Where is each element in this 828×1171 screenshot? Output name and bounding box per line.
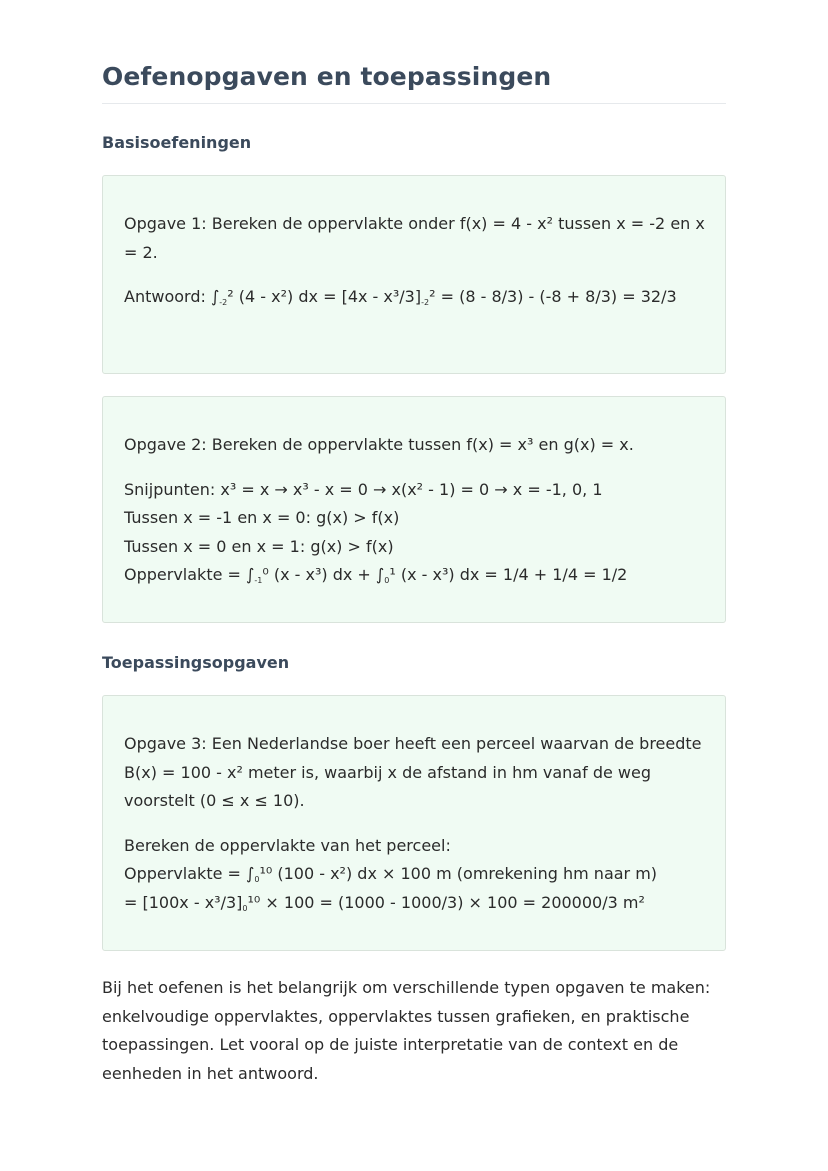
integral-lower-bound: -2 bbox=[219, 298, 228, 307]
exercise-box-2 bbox=[102, 396, 726, 623]
integral-lower-bound: 0 bbox=[254, 875, 260, 884]
exercise-3-line-2 bbox=[124, 860, 705, 889]
exercise-3-question: Opgave 3: Een Nederlandse boer heeft een perceel waarvan de breedte B(x) = 100 - x² meter is, waarbij x de afstand in hm vanaf de weg voorstelt (0 ≤ x ≤ 10). bbox=[124, 734, 702, 810]
exercise-2-line-1: Snijpunten: x³ = x → x³ - x = 0 → x(x² - 1) = 0 → x = -1, 0, 1 bbox=[124, 479, 603, 499]
exercise-2-question: Opgave 2: Bereken de oppervlakte tussen f(x) = x³ en g(x) = x. bbox=[124, 435, 634, 454]
page-title: Oefenopgaven en toepassingen bbox=[102, 0, 726, 104]
bracket-lower-bound: -2 bbox=[421, 298, 430, 307]
answer-1-prefix: Antwoord: ∫ bbox=[124, 287, 220, 306]
exercise-1-question: Opgave 1: Bereken de oppervlakte onder f(x) = 4 - x² tussen x = -2 en x = 2. bbox=[124, 214, 705, 262]
exercise-2-line-4 bbox=[124, 561, 705, 590]
exercise-3-line-3 bbox=[124, 889, 705, 918]
line-4-mid: (x - x³) dx + ∫ bbox=[268, 565, 385, 584]
exercise-1-answer bbox=[124, 283, 705, 312]
integral-lower-bound: -1 bbox=[254, 576, 263, 585]
integral-upper-bound: ⁰ bbox=[262, 565, 269, 584]
document-page bbox=[102, 0, 726, 1088]
bracket-upper-bound: ¹⁰ bbox=[247, 892, 261, 912]
integral-upper-bound: ¹⁰ bbox=[259, 864, 273, 883]
answer-1-end: = (8 - 8/3) - (-8 + 8/3) = 32/3 bbox=[435, 287, 677, 306]
integral-upper-bound: ¹ bbox=[389, 565, 396, 584]
closing-paragraph: Bij het oefenen is het belangrijk om verschillende typen opgaven te maken: enkelvoudige oppervlaktes, oppervlaktes tussen grafieken, en praktische toepassingen. Let vooral op de juiste interpretatie van de context en de eenheden in het antwoord. bbox=[102, 978, 711, 1083]
exercise-2-line-3: Tussen x = 0 en x = 1: g(x) > f(x) bbox=[124, 536, 394, 556]
section-heading-basisoefeningen: Basisoefeningen bbox=[102, 133, 252, 152]
integral-lower-bound: 0 bbox=[384, 576, 390, 585]
integral-upper-bound: ² bbox=[227, 287, 234, 306]
exercise-3-line-1: Bereken de oppervlakte van het perceel: bbox=[124, 835, 451, 855]
bracket-upper-bound: ² bbox=[429, 287, 436, 306]
answer-1-mid: (4 - x²) dx = [4x - x³/3] bbox=[233, 287, 422, 306]
exercise-2-line-2: Tussen x = -1 en x = 0: g(x) > f(x) bbox=[124, 508, 400, 527]
line-3-end: × 100 = (1000 - 1000/3) × 100 = 200000/3 m² bbox=[260, 892, 645, 912]
line-2-prefix: Oppervlakte = ∫ bbox=[124, 864, 255, 883]
exercise-box-1 bbox=[102, 175, 726, 374]
exercise-3-solution bbox=[124, 832, 705, 918]
line-2-end: (100 - x²) dx × 100 m (omrekening hm naar m) bbox=[272, 864, 658, 883]
line-3-prefix: = [100x - x³/3] bbox=[124, 892, 243, 912]
bracket-lower-bound: 0 bbox=[242, 903, 248, 913]
line-4-prefix: Oppervlakte = ∫ bbox=[124, 565, 255, 584]
section-heading-toepassingsopgaven: Toepassingsopgaven bbox=[102, 653, 290, 672]
line-4-end: (x - x³) dx = 1/4 + 1/4 = 1/2 bbox=[395, 565, 628, 584]
exercise-box-3 bbox=[102, 695, 726, 951]
exercise-2-solution bbox=[124, 476, 705, 590]
